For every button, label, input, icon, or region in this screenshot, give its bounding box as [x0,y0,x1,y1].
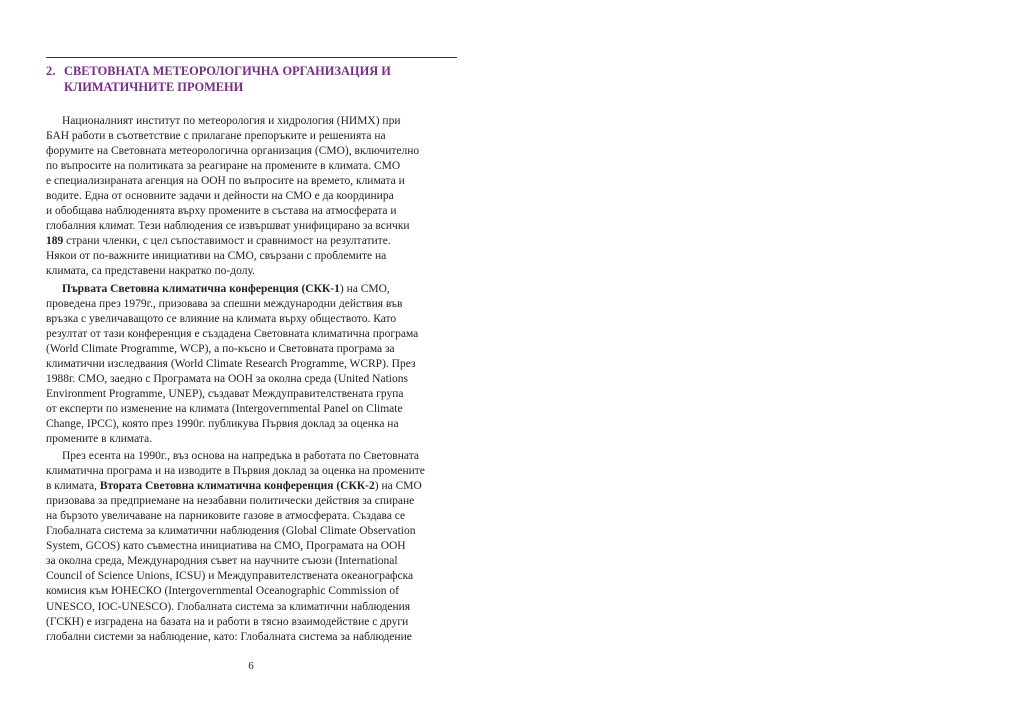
text-line: климатична програма и на изводите в Първия доклад за оценка на промените [46,465,425,478]
text-line: Някои от по-важните инициативи на СМО, свързани с проблемите на [46,250,387,263]
text-line: промените в климата. [46,432,153,445]
text-line: резултат от тази конференция е създадена Световната климатична програма [46,327,419,340]
text-line [46,234,469,249]
section-heading [46,63,476,95]
body-text [46,114,469,645]
text-line: Council of Science Unions, ICSU) и Междуправителствената океанографска [46,570,414,583]
text-line: БАН работи в съответствие с прилагане препоръките и решенията на [46,130,386,143]
section-title-line2: КЛИМАТИЧНИТЕ ПРОМЕНИ [64,80,244,94]
page-number: 6 [248,660,254,672]
text-line: Националният институт по метеорология и хидрология (НИМХ) при [62,115,401,127]
text-line: проведена през 1979г., призовава за спешни международни действия във [46,297,403,310]
conference-name-bold: Втората Световна климатична конференция (СКК-2 [99,480,375,493]
text-line: (World Climate Programme, WCP), а по-късно и Световната програма за [46,342,395,355]
text-line [46,282,469,297]
text-line: форумите на Световната метеорологична организация (СМО), включително [46,145,420,158]
conference-name-bold: Първата Световна климатична конференция (СКК-1 [62,282,340,295]
text-line [46,479,469,494]
text-line: климата, са представени накратко по-долу. [46,265,255,278]
text-line: за околна среда, Международния съвет на научните съюзи (International [46,555,398,568]
text-line: глобални системи за наблюдение, като: Глобалната система за наблюдение [46,630,412,643]
text-line: глобалния климат. Тези наблюдения се извършват унифицирано за всички [46,220,410,233]
text-line: 1988г. СМО, заедно с Програмата на ООН за околна среда (United Nations [46,372,408,385]
text-line: Change, IPCC), която през 1990г. публикува Първия доклад за оценка на [46,417,399,430]
text-line: по въпросите на политиката за реагиране на промените в климата. СМО [46,160,401,173]
text-line: System, GCOS) като съвместна инициатива на СМО, Програмата на ООН [46,540,406,553]
text-line: През есента на 1990г., въз основа на напредъка в работата по Световната [62,450,419,463]
text-line: комисия към ЮНЕСКО (Intergovernmental Oceanographic Commission of [46,585,399,598]
text-line: UNESCO, IOC-UNESCO). Глобалната система за климатични наблюдения [46,600,411,613]
text-line: Глобалната система за климатични наблюдения (Global Climate Observation [46,525,416,538]
text-run: ) на СМО [374,480,422,493]
text-run: ) на СМО, [339,282,390,295]
text-run: страни членки, с цел съпоставимост и сравнимост на резултатите. [63,235,391,248]
bold-count: 189 [46,235,64,248]
text-line: връзка с увеличаващото се влияние на климата върху обществото. Като [46,312,397,325]
section-number: 2. [46,64,56,78]
text-line: Environment Programme, UNEP), създават Междуправителствената група [46,387,404,400]
text-line: призовава за предприемане на незабавни политически действия за спиране [46,495,415,508]
text-line: и обобщава наблюденията върху промените в състава на атмосферата и [46,205,397,218]
text-line: на бързото увеличаване на парниковите газове в атмосферата. Създава се [46,510,406,523]
paragraph-2 [46,282,469,448]
section-title-line1: СВЕТОВНАТА МЕТЕОРОЛОГИЧНА ОРГАНИЗАЦИЯ И [64,64,391,78]
text-line: е специализираната агенция на ООН по въпросите на времето, климата и [46,175,405,188]
text-run: в климата, [46,480,100,493]
text-line: от експерти по изменение на климата (Intergovernmental Panel on Climate [46,402,403,415]
paragraph-3 [46,449,469,645]
text-line: водите. Една от основните задачи и дейности на СМО е да координира [46,190,394,203]
section-rule [46,57,457,58]
text-line: (ГСКН) е изградена на базата на и работи в тясно взаимодействие с други [46,615,409,628]
text-line: климатични изследвания (World Climate Research Programme, WCRP). През [46,357,416,370]
paragraph-1 [46,114,469,280]
